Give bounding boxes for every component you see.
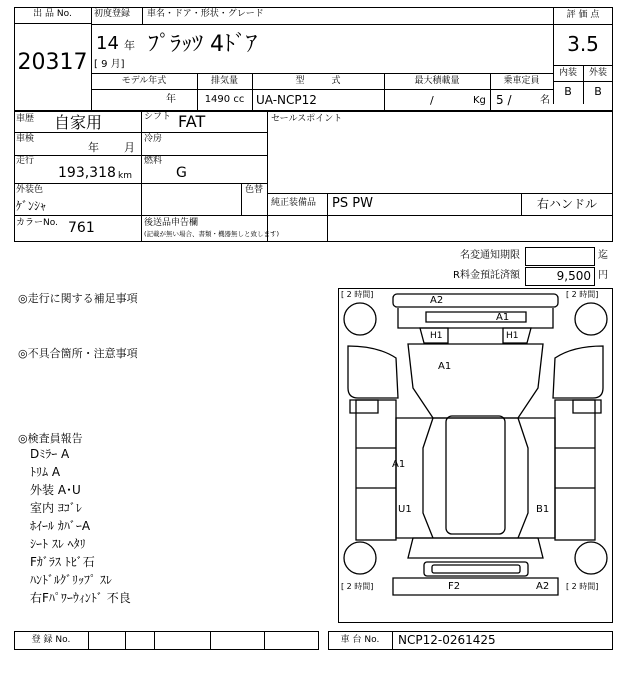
shift-label: シフト bbox=[144, 112, 172, 122]
exterior-grade: B bbox=[594, 85, 602, 98]
model-year-label: モデル年式 bbox=[121, 76, 167, 86]
car-name: ﾌﾟﾗｯﾂ 4ﾄﾞｱ bbox=[148, 32, 257, 57]
wheel-front-left bbox=[344, 303, 376, 335]
mark-f2: F2 bbox=[448, 581, 461, 592]
inspector-line: 右Fﾊﾟﾜｰｳｨﾝﾄﾞ 不良 bbox=[30, 591, 131, 605]
equipment-value: PS PW bbox=[332, 196, 373, 211]
inspector-title: ◎検査員報告 bbox=[18, 432, 83, 445]
chassis-number: NCP12-0261425 bbox=[398, 633, 496, 647]
recycle-label: R料金預託済額 bbox=[453, 270, 520, 281]
color-no-value: 761 bbox=[68, 220, 95, 236]
chassis-label: 車 台 No. bbox=[340, 635, 380, 645]
interior-grade: B bbox=[564, 85, 572, 98]
aftermarket-note: (記載が無い場合、書類・機器無しと致します) bbox=[144, 230, 280, 238]
inspector-line: ﾄﾘﾑ A bbox=[30, 465, 61, 479]
score-label: 評 価 点 bbox=[566, 10, 600, 20]
capacity-value: 5 / bbox=[496, 93, 512, 107]
inspection-year-unit: 年 bbox=[88, 141, 99, 154]
name-change-box bbox=[525, 247, 595, 266]
car-diagram bbox=[338, 288, 613, 623]
capacity-unit: 名 bbox=[540, 95, 550, 106]
first-reg-year: 14 bbox=[96, 33, 119, 54]
inspector-line: ﾊﾝﾄﾞﾙｸﾞﾘｯﾌﾟ ｽﾚ bbox=[30, 573, 112, 587]
sales-point-label: セールスポイント bbox=[271, 114, 343, 124]
ext-color-label: 外装色 bbox=[16, 185, 44, 195]
inspector-line: ｼｰﾄ ｽﾚ ﾍﾀﾘ bbox=[30, 537, 86, 551]
inspector-line: Dﾐﾗｰ A bbox=[30, 447, 70, 461]
interior-label: 内装 bbox=[558, 68, 577, 78]
mark-a2-top: A2 bbox=[430, 295, 444, 306]
mileage-label: 走行 bbox=[16, 156, 35, 166]
first-reg-year-unit: 年 bbox=[124, 39, 135, 52]
color-no-label: カラーNo. bbox=[16, 218, 58, 228]
wheel-front-right bbox=[575, 303, 607, 335]
inspector-line: Fｶﾞﾗｽ ﾄﾋﾞ石 bbox=[30, 555, 95, 569]
mark-b1: B1 bbox=[536, 504, 550, 515]
mileage-unit: km bbox=[118, 171, 132, 181]
reg-no-label: 登 録 No. bbox=[31, 635, 71, 645]
fuel-label: 燃料 bbox=[144, 156, 163, 166]
recycle-amount: 9,500 bbox=[556, 269, 591, 283]
recycle-unit: 円 bbox=[598, 270, 608, 281]
aftermarket-label: 後送品申告欄 bbox=[144, 218, 199, 228]
equipment-label: 純正装備品 bbox=[271, 198, 317, 208]
type-value: UA-NCP12 bbox=[256, 93, 317, 107]
mileage-value: 193,318 bbox=[58, 165, 116, 181]
lot-number: 20317 bbox=[17, 50, 88, 75]
inspection-label: 車検 bbox=[16, 134, 35, 144]
inspector-line: 室内 ﾖｺﾞﾚ bbox=[30, 501, 82, 515]
max-load-value: / bbox=[430, 94, 434, 107]
displacement-label: 排気量 bbox=[210, 76, 238, 86]
inspector-line: ﾎｲｰﾙ ｶﾊﾞｰA bbox=[30, 519, 91, 533]
fuel-value: G bbox=[176, 165, 187, 181]
wheel-rear-left bbox=[344, 542, 376, 574]
model-year-unit: 年 bbox=[166, 94, 176, 105]
first-reg-month: [ 9 月] bbox=[94, 59, 125, 70]
defect-remarks-title: ◎不具合箇所・注意事項 bbox=[18, 347, 138, 360]
mark-a1-hood: A1 bbox=[438, 361, 452, 372]
exterior-label: 外装 bbox=[588, 68, 607, 78]
corner-label-tr: [ 2 時間] bbox=[566, 290, 599, 299]
shift-value: FAT bbox=[178, 112, 206, 131]
first-reg-label: 初度登録 bbox=[94, 9, 131, 19]
inspection-month-unit: 月 bbox=[124, 141, 135, 154]
max-load-label: 最大積載量 bbox=[414, 76, 460, 86]
corner-label-tl: [ 2 時間] bbox=[341, 290, 374, 299]
capacity-label: 乗車定員 bbox=[503, 76, 540, 86]
mark-a1-bumper: A1 bbox=[496, 312, 510, 323]
corner-label-br: [ 2 時間] bbox=[566, 582, 599, 591]
color-change-label: 色替 bbox=[245, 185, 264, 195]
mark-h1-right: H1 bbox=[506, 331, 519, 341]
name-change-label: 名変通知期限 bbox=[460, 250, 520, 261]
name-change-unit: 迄 bbox=[598, 250, 608, 261]
car-name-label: 車名・ドア・形状・グレード bbox=[147, 9, 264, 19]
wheel-rear-right bbox=[575, 542, 607, 574]
handle-value: 右ハンドル bbox=[536, 197, 597, 211]
lot-label: 出 品 No. bbox=[33, 9, 72, 19]
score-value: 3.5 bbox=[567, 32, 599, 56]
type-label: 型 式 bbox=[295, 76, 341, 86]
history-value: 自家用 bbox=[54, 113, 103, 132]
mark-u1: U1 bbox=[398, 504, 412, 515]
inspector-line: 外装 A･U bbox=[30, 483, 81, 497]
max-load-unit: Kg bbox=[473, 95, 486, 106]
mark-a1-side: A1 bbox=[392, 459, 406, 470]
corner-label-bl: [ 2 時間] bbox=[341, 582, 374, 591]
history-label: 車歴 bbox=[16, 114, 35, 124]
ext-color-value: ｹﾞﾝｼｬ bbox=[16, 199, 47, 213]
ac-label: 冷房 bbox=[144, 134, 163, 144]
mark-a2-rear: A2 bbox=[536, 581, 550, 592]
driving-remarks-title: ◎走行に関する補足事項 bbox=[18, 292, 138, 305]
displacement-value: 1490 cc bbox=[204, 94, 245, 105]
mark-h1-left: H1 bbox=[430, 331, 443, 341]
